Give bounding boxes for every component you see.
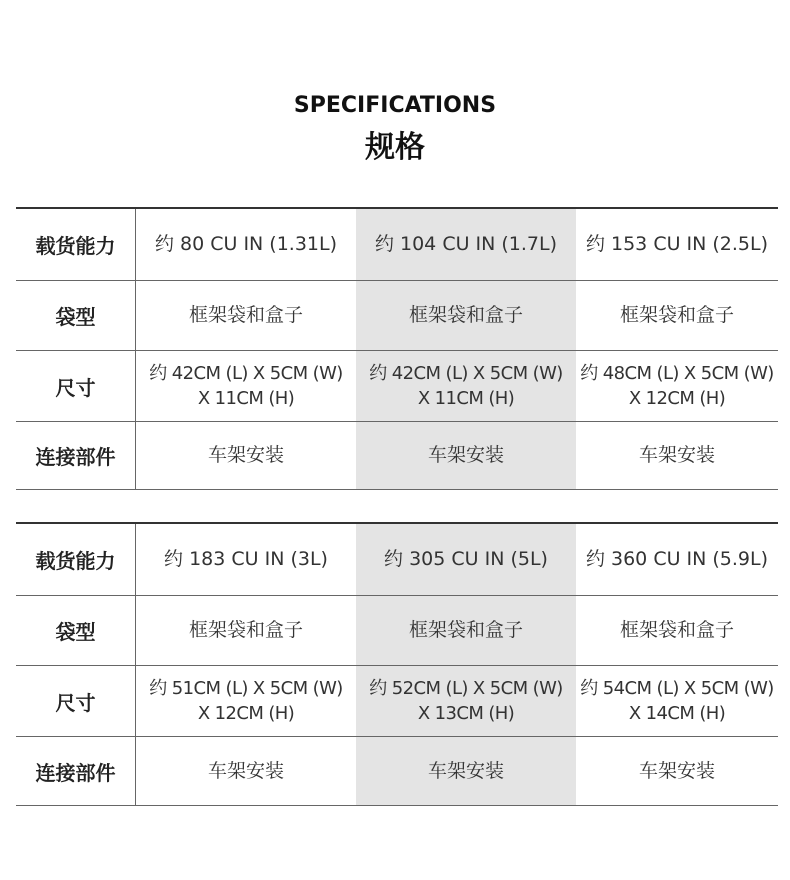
dimensions-cell-2 bbox=[356, 351, 576, 421]
dimensions-line-2: X 12CM (H) bbox=[197, 703, 295, 724]
dimensions-line-2: X 11CM (H) bbox=[417, 388, 515, 409]
dimensions-cell-3 bbox=[576, 666, 778, 736]
dimensions-cell-3 bbox=[576, 351, 778, 421]
bag-type-cell-3: 框架袋和盒子 bbox=[619, 304, 734, 326]
row-label-bag-type: 袋型 bbox=[16, 596, 136, 665]
capacity-cell-3: 约 153 CU IN (2.5L) bbox=[585, 233, 769, 255]
bag-type-cell-2: 框架袋和盒子 bbox=[356, 596, 576, 665]
row-capacity bbox=[16, 209, 778, 281]
mount-cell-2: 车架安装 bbox=[356, 422, 576, 489]
capacity-cell-1: 约 183 CU IN (3L) bbox=[164, 548, 328, 570]
page-title-zh: 规格 bbox=[365, 130, 425, 165]
capacity-cell-2: 约 305 CU IN (5L) bbox=[356, 524, 576, 595]
dimensions-line-1: 约 51CM (L) X 5CM (W) bbox=[149, 678, 343, 699]
row-label-capacity: 载货能力 bbox=[16, 524, 136, 595]
dimensions-line-1: 约 42CM (L) X 5CM (W) bbox=[149, 363, 343, 384]
spec-table-2 bbox=[16, 522, 778, 806]
row-bag-type bbox=[16, 281, 778, 351]
capacity-cell-2: 约 104 CU IN (1.7L) bbox=[356, 209, 576, 280]
dimensions-line-1: 约 54CM (L) X 5CM (W) bbox=[580, 678, 774, 699]
page-title-en: SPECIFICATIONS bbox=[293, 93, 497, 118]
dimensions-line-2: X 11CM (H) bbox=[197, 388, 295, 409]
dimensions-line-1: 约 52CM (L) X 5CM (W) bbox=[369, 678, 563, 699]
mount-cell-2: 车架安装 bbox=[356, 737, 576, 805]
row-label-dimensions: 尺寸 bbox=[16, 351, 136, 421]
bag-type-cell-3: 框架袋和盒子 bbox=[619, 619, 734, 641]
dimensions-line-1: 约 42CM (L) X 5CM (W) bbox=[369, 363, 563, 384]
row-dimensions bbox=[16, 666, 778, 737]
capacity-cell-3: 约 360 CU IN (5.9L) bbox=[585, 548, 769, 570]
mount-cell-3: 车架安装 bbox=[638, 759, 715, 782]
bag-type-cell-2: 框架袋和盒子 bbox=[356, 281, 576, 350]
dimensions-cell-1 bbox=[136, 666, 356, 736]
dimensions-cell-1 bbox=[136, 351, 356, 421]
row-label-dimensions: 尺寸 bbox=[16, 666, 136, 736]
mount-cell-1: 车架安装 bbox=[207, 759, 284, 782]
dimensions-line-1: 约 48CM (L) X 5CM (W) bbox=[580, 363, 774, 384]
row-mount bbox=[16, 737, 778, 806]
dimensions-line-2: X 14CM (H) bbox=[628, 703, 726, 724]
spec-table-1 bbox=[16, 207, 778, 490]
row-mount bbox=[16, 422, 778, 490]
mount-cell-3: 车架安装 bbox=[638, 444, 715, 466]
row-dimensions bbox=[16, 351, 778, 422]
dimensions-line-2: X 12CM (H) bbox=[628, 388, 726, 409]
row-label-bag-type: 袋型 bbox=[16, 281, 136, 350]
dimensions-cell-2 bbox=[356, 666, 576, 736]
capacity-cell-1: 约 80 CU IN (1.31L) bbox=[154, 233, 338, 255]
row-label-mount: 连接部件 bbox=[16, 737, 136, 805]
row-label-capacity: 载货能力 bbox=[16, 209, 136, 280]
row-label-mount: 连接部件 bbox=[16, 422, 136, 489]
row-bag-type bbox=[16, 596, 778, 666]
bag-type-cell-1: 框架袋和盒子 bbox=[188, 304, 303, 326]
dimensions-line-2: X 13CM (H) bbox=[417, 703, 515, 724]
bag-type-cell-1: 框架袋和盒子 bbox=[188, 619, 303, 641]
row-capacity bbox=[16, 524, 778, 596]
mount-cell-1: 车架安装 bbox=[207, 444, 284, 466]
